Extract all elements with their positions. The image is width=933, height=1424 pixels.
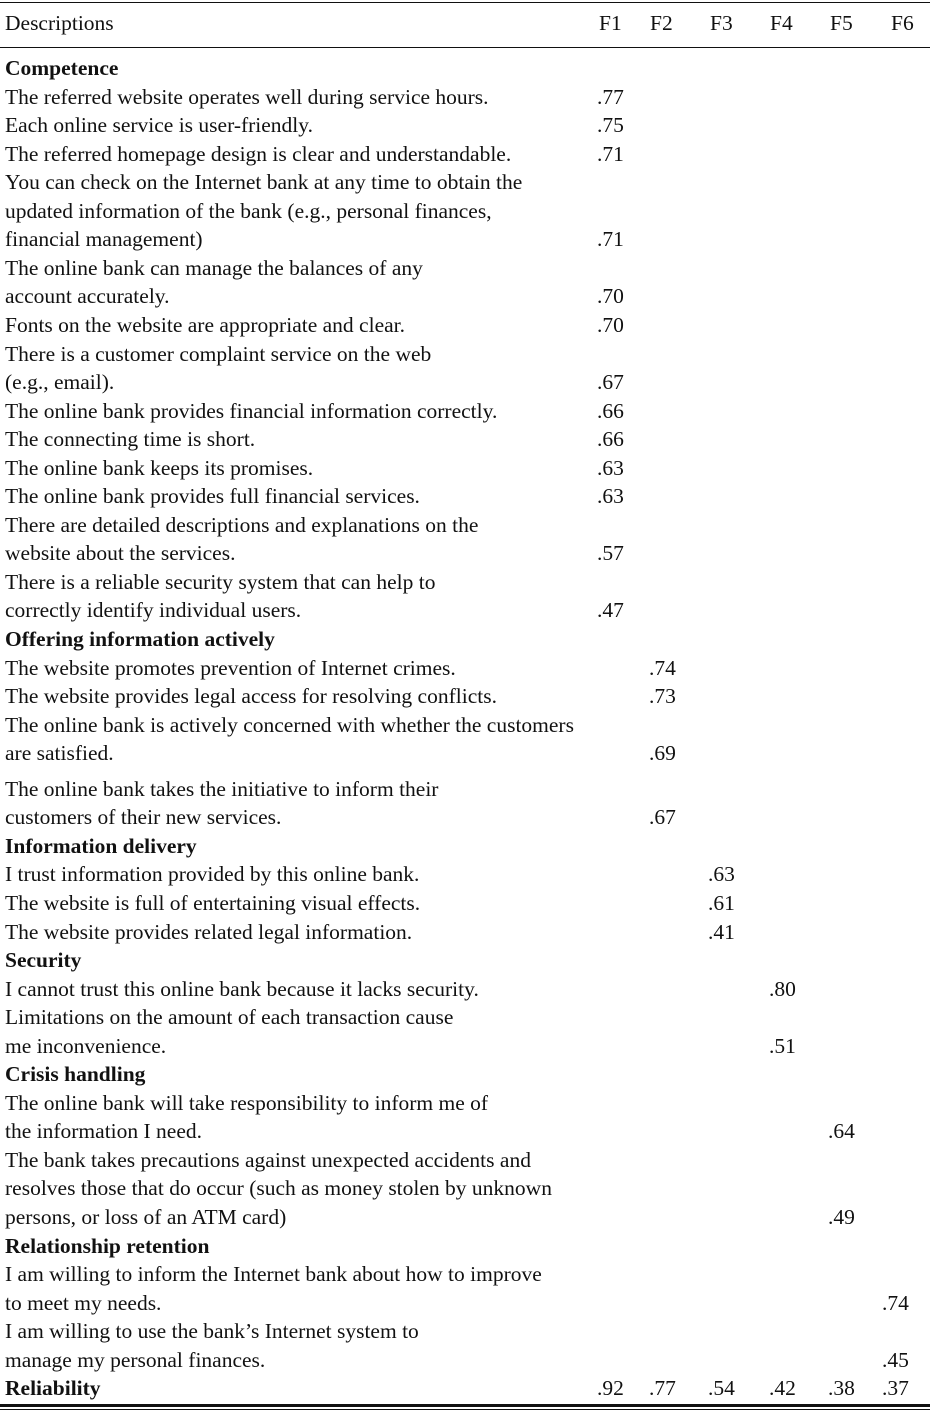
item-description-line: The bank takes precautions against unexpected accidents and xyxy=(5,1147,531,1172)
top-rule xyxy=(0,2,930,3)
factor-loading-value: .49 xyxy=(828,1205,855,1229)
item-description-line: are satisfied. xyxy=(5,741,114,766)
header-factor-3: F3 xyxy=(710,11,733,35)
item-description-line: The website provides legal access for resolving conflicts. xyxy=(5,684,497,709)
factor-loading-value: .63 xyxy=(597,484,624,509)
factor-loading-value: .74 xyxy=(882,1290,909,1315)
header-factor-4: F4 xyxy=(770,11,793,35)
factor-loading-value: .67 xyxy=(597,370,624,395)
item-description-line: Fonts on the website are appropriate and clear. xyxy=(5,312,405,337)
header-factor-2: F2 xyxy=(650,11,673,35)
factor-loading-value: .66 xyxy=(597,398,624,423)
item-description-line: Each online service is user-friendly. xyxy=(5,113,314,138)
bottom-rule-thick xyxy=(0,1404,930,1407)
item-description-line: The online bank is actively concerned with whether the customers xyxy=(5,712,574,737)
factor-loading-value: .66 xyxy=(597,427,624,452)
item-description-line: The online bank keeps its promises. xyxy=(5,455,314,480)
header-factor-6: F6 xyxy=(891,11,914,35)
section-heading: Competence xyxy=(5,56,119,80)
factor-loading-value: .70 xyxy=(597,284,624,309)
reliability-value-f3: .54 xyxy=(708,1376,735,1401)
item-description-line: manage my personal finances. xyxy=(5,1347,266,1372)
factor-loading-value: .77 xyxy=(597,84,624,109)
item-description-line: The referred homepage design is clear and understandable. xyxy=(5,141,512,166)
item-description-line: You can check on the Internet bank at any time to obtain the xyxy=(5,170,523,195)
factor-loading-value: .63 xyxy=(597,455,624,480)
item-description-line: There is a reliable security system that can help to xyxy=(5,569,436,594)
header-factor-1: F1 xyxy=(599,11,622,35)
section-heading: Relationship retention xyxy=(5,1233,210,1258)
item-description-line: There are detailed descriptions and explanations on the xyxy=(5,512,479,537)
item-description-line: The website is full of entertaining visual effects. xyxy=(5,890,421,915)
factor-loading-value: .74 xyxy=(649,655,676,680)
section-heading: Crisis handling xyxy=(5,1062,146,1087)
item-description-line: financial management) xyxy=(5,227,203,252)
item-description-line: resolves those that do occur (such as money stolen by unknown xyxy=(5,1176,552,1201)
reliability-label: Reliability xyxy=(5,1376,101,1401)
item-description-line: the information I need. xyxy=(5,1119,203,1144)
factor-loading-value: .47 xyxy=(597,598,624,623)
item-description-line: The connecting time is short. xyxy=(5,427,256,452)
item-description-line: website about the services. xyxy=(5,541,236,566)
factor-loading-value: .69 xyxy=(649,741,676,766)
item-description-line: The online bank provides financial information correctly. xyxy=(5,398,498,423)
item-description-line: The website promotes prevention of Internet crimes. xyxy=(5,655,456,680)
factor-loading-value: .71 xyxy=(597,227,624,252)
factor-loading-value: .75 xyxy=(597,113,624,138)
item-description-line: I am willing to inform the Internet bank about how to improve xyxy=(5,1262,542,1287)
item-description-line: There is a customer complaint service on the web xyxy=(5,341,432,366)
item-description-line: persons, or loss of an ATM card) xyxy=(5,1205,287,1229)
item-description-line: The referred website operates well during service hours. xyxy=(5,84,489,109)
factor-loading-value: .51 xyxy=(769,1033,796,1058)
factor-loading-value: .73 xyxy=(649,684,676,709)
section-heading: Security xyxy=(5,948,82,973)
factor-loading-value: .63 xyxy=(708,862,735,887)
item-description-line: customers of their new services. xyxy=(5,805,282,830)
item-description-line: updated information of the bank (e.g., personal finances, xyxy=(5,198,492,223)
factor-loading-value: .64 xyxy=(828,1119,855,1144)
factor-loading-value: .80 xyxy=(769,976,796,1001)
item-description-line: (e.g., email). xyxy=(5,370,115,395)
item-description-line: The online bank provides full financial services. xyxy=(5,484,420,509)
factor-loading-value: .41 xyxy=(708,919,735,944)
item-description-line: I am willing to use the bank’s Internet system to xyxy=(5,1319,419,1344)
item-description-line: The online bank takes the initiative to inform their xyxy=(5,776,439,801)
factor-loading-value: .61 xyxy=(708,890,735,915)
header-rule xyxy=(0,47,930,48)
item-description-line: Limitations on the amount of each transaction cause xyxy=(5,1005,454,1030)
factor-loading-value: .70 xyxy=(597,312,624,337)
item-description-line: The online bank will take responsibility to inform me of xyxy=(5,1090,489,1115)
item-description-line: I trust information provided by this online bank. xyxy=(5,862,420,887)
reliability-value-f5: .38 xyxy=(828,1376,855,1401)
header-factor-5: F5 xyxy=(830,11,853,35)
item-description-line: The website provides related legal information. xyxy=(5,919,413,944)
item-description-line: The online bank can manage the balances of any xyxy=(5,255,423,280)
reliability-value-f2: .77 xyxy=(649,1376,676,1401)
section-heading: Offering information actively xyxy=(5,627,275,651)
factor-loading-value: .57 xyxy=(597,541,624,566)
header-descriptions: Descriptions xyxy=(5,11,114,35)
reliability-value-f4: .42 xyxy=(769,1376,796,1401)
item-description-line: I cannot trust this online bank because it lacks security. xyxy=(5,976,479,1001)
factor-loading-value: .67 xyxy=(649,805,676,830)
reliability-value-f6: .37 xyxy=(882,1376,909,1401)
item-description-line: to meet my needs. xyxy=(5,1290,162,1315)
reliability-value-f1: .92 xyxy=(597,1376,624,1401)
item-description-line: me inconvenience. xyxy=(5,1033,167,1058)
factor-loading-value: .45 xyxy=(882,1347,909,1372)
factor-loading-value: .71 xyxy=(597,141,624,166)
item-description-line: account accurately. xyxy=(5,284,170,309)
section-heading: Information delivery xyxy=(5,833,197,858)
item-description-line: correctly identify individual users. xyxy=(5,598,302,623)
bottom-rule-thin xyxy=(0,1409,930,1410)
